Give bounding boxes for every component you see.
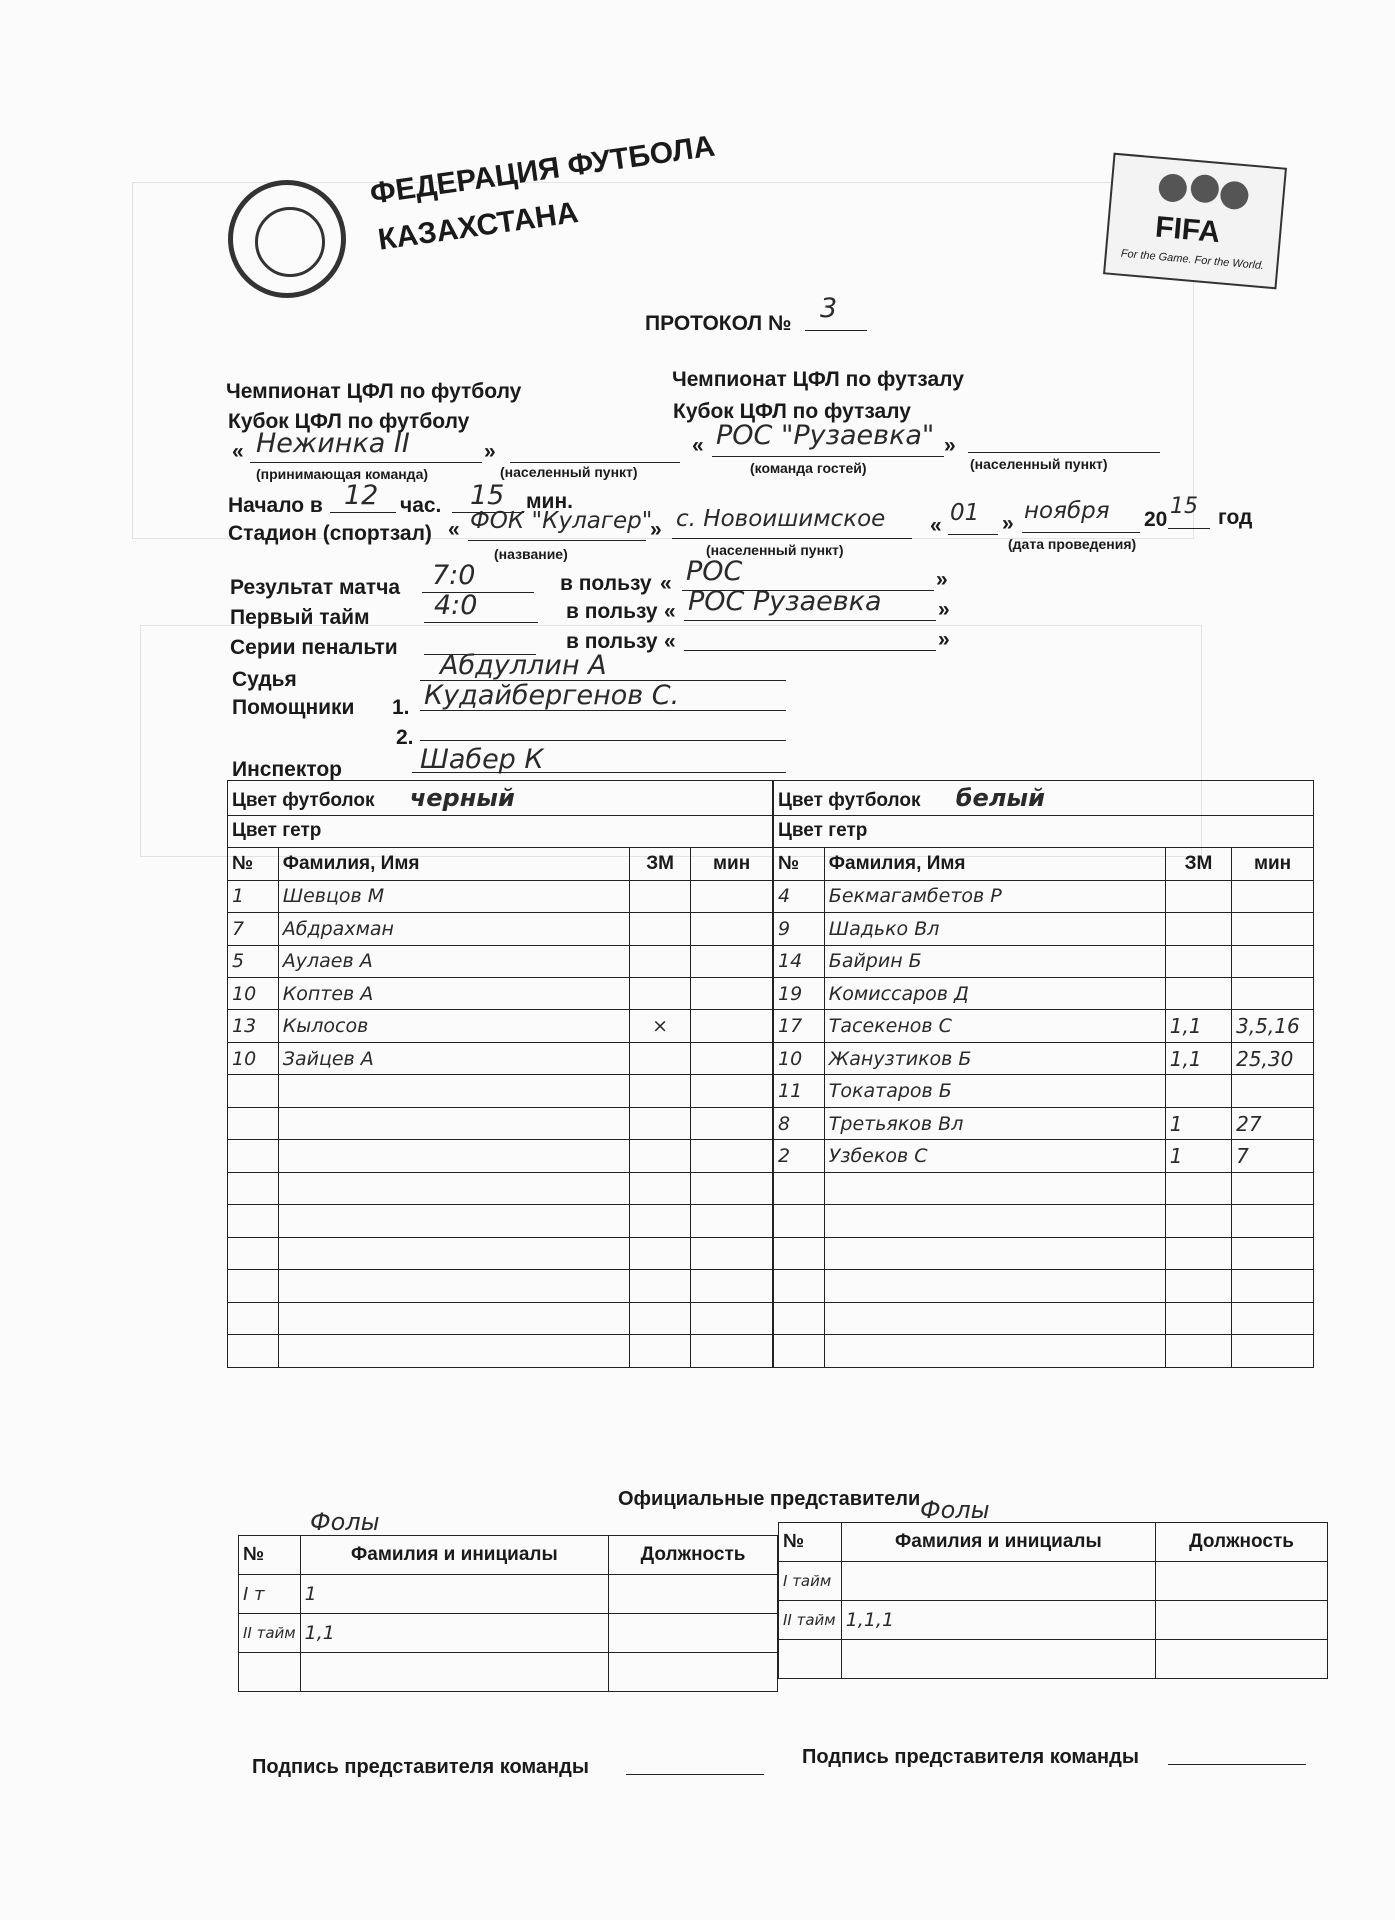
col-zm: ЗМ	[1165, 848, 1231, 880]
stadium-settlement: с. Новоишимское	[676, 506, 886, 532]
representatives-table-right	[778, 1522, 1328, 1679]
referee-label: Судья	[232, 668, 297, 691]
table-row: 10 Зайцев А	[228, 1042, 773, 1074]
left-fouls-note: Фолы	[310, 1508, 380, 1536]
table-row: 2 Узбеков С 1 7	[774, 1140, 1314, 1172]
lineup-table-home	[227, 780, 773, 1368]
start-minute: 15	[470, 480, 505, 511]
protocol-number: 3	[820, 293, 838, 324]
lineup-table-away	[773, 780, 1314, 1368]
match-in-favor-label: в пользу	[560, 572, 652, 595]
table-row: 14 Байрин Б	[774, 945, 1314, 977]
table-row: II тайм 1,1,1	[779, 1601, 1328, 1640]
table-row: 10 Жанузтиков Б 1,1 25,30	[774, 1042, 1314, 1074]
table-row: 5 Аулаев А	[228, 945, 773, 977]
match-result-label: Результат матча	[230, 576, 401, 599]
date-label: (дата проведения)	[1008, 536, 1137, 552]
col-name: Фамилия, Имя	[278, 848, 629, 880]
assistant1-num: 1.	[392, 696, 410, 719]
home-team-value: Нежинка II	[256, 428, 410, 459]
assistant1-name: Кудайбергенов С.	[424, 680, 680, 711]
away-shirt-label: Цвет футболок	[778, 789, 921, 811]
inspector-label: Инспектор	[232, 758, 342, 781]
referee-name: Абдуллин А	[440, 650, 607, 681]
away-city-label: (населенный пункт)	[970, 456, 1108, 472]
table-row: 9 Шадько Вл	[774, 913, 1314, 945]
inspector-name: Шабер К	[420, 744, 544, 775]
table-row: 7 Абдрахман	[228, 913, 773, 945]
table-row: 1 Шевцов М	[228, 880, 773, 912]
federation-emblem-icon	[228, 180, 346, 298]
year-word: год	[1218, 506, 1253, 529]
first-half-score: 4:0	[434, 590, 478, 621]
competition-left1: Чемпионат ЦФЛ по футболу	[226, 380, 522, 403]
minute-label: мин.	[526, 490, 573, 513]
fifa-slogan: For the Game. For the World.	[1120, 247, 1265, 273]
competition-right2: Кубок ЦФЛ по футзалу	[673, 400, 911, 423]
signature-right-label: Подпись представителя команды	[802, 1746, 1139, 1768]
table-row: 4 Бекмагамбетов Р	[774, 880, 1314, 912]
federation-title-line2: КАЗАХСТАНА	[376, 195, 581, 257]
first-half-label: Первый тайм	[230, 606, 370, 629]
home-shirt-color: черный	[409, 783, 515, 812]
col-no: №	[774, 848, 825, 880]
match-day: 01	[950, 500, 980, 526]
penalty-in-favor-label: в пользу	[566, 630, 658, 653]
fifa-logo	[1103, 153, 1287, 290]
signature-left-label: Подпись представителя команды	[252, 1756, 589, 1778]
home-shirt-label: Цвет футболок	[232, 789, 375, 811]
table-row: 17 Тасекенов С 1,1 3,5,16	[774, 1010, 1314, 1042]
table-row: 10 Коптев А	[228, 978, 773, 1010]
stadium-name-label: (название)	[494, 546, 568, 562]
rep-col-name: Фамилия и инициалы	[300, 1536, 609, 1575]
table-row: 8 Третьяков Вл 1 27	[774, 1107, 1314, 1139]
away-team-label: (команда гостей)	[750, 460, 867, 476]
protocol-page: ФЕДЕРАЦИЯ ФУТБОЛА КАЗАХСТАНА FIFA For the Game. For the World. ПРОТОКОЛ № 3 Чемпионат ЦФЛ по футболу Кубок ЦФЛ по футболу Чемпионат ЦФЛ по футзалу Кубок ЦФЛ по футзалу « Нежинка II » « РОС "Рузаевка" » (принимающая команда) (населенный пункт) (команда гостей) (населенный пункт) Начало в 12 час. 15 мин. Стадион (спортзал) « ФОК "Кулагер" » с. Новоишимское « 01 » ноября 20 15 год (название) (населенный пункт) (дата проведения) Результат матча 7:0 в пользу « РОС » Первый тайм 4:0 в пользу « РОС Рузаевка » Серии пенальти в пользу « » Судья Абдуллин А Помощники 1. Кудайбергенов С. 2. Инспектор Шабер К Цвет футболок черный Цвет гетр № Фамилия, Имя ЗМ мин 1 Шевцов М 7 Абдрахман 5 Аулаев А 10 Коптев А 13 Кылосов × 10 Зайцев А Цвет футболок белый Цвет гетр № Фамилия, Имя ЗМ мин 4 Бекмагамбетов Р 9 Шадько Вл 14 Байрин Б 19 Комиссаров Д 17 Тасекенов С 1,1 3,5,16 10 Жанузтиков Б 1,1 25,30 11 Токатаров Б 8 Третьяков Вл 1 27 2 Узбеков С 1 7 Официальные представители Фолы Фолы № Фамилия и инициалы Должность I т 1 II тайм 1,1 № Фамилия и инициалы Должность I тайм II тайм 1,1,1 Подпись представителя команды Подпись представителя команды	[0, 0, 1395, 1920]
year-suffix: 15	[1170, 494, 1198, 519]
match-month: ноября	[1024, 498, 1110, 524]
year-prefix: 20	[1144, 508, 1168, 531]
rep-col-position: Должность	[1156, 1523, 1328, 1562]
first-half-in-favor-label: в пользу	[566, 600, 658, 623]
home-socks-label: Цвет гетр	[232, 820, 322, 842]
federation-title-line1: ФЕДЕРАЦИЯ ФУТБОЛА	[368, 129, 717, 211]
competition-left2: Кубок ЦФЛ по футболу	[228, 410, 470, 433]
assistants-label: Помощники	[232, 696, 355, 719]
stadium-label: Стадион (спортзал)	[228, 522, 432, 545]
table-row: 19 Комиссаров Д	[774, 978, 1314, 1010]
col-no: №	[228, 848, 279, 880]
penalty-label: Серии пенальти	[230, 636, 398, 659]
representatives-table-left	[238, 1535, 778, 1692]
start-hour: 12	[344, 480, 379, 511]
col-min: мин	[691, 848, 773, 880]
fifa-logo-text: FIFA	[1153, 210, 1222, 250]
col-zm: ЗМ	[630, 848, 691, 880]
start-label: Начало в	[228, 494, 323, 517]
table-row: II тайм 1,1	[239, 1614, 778, 1653]
rep-col-name: Фамилия и инициалы	[841, 1523, 1155, 1562]
home-team-label: (принимающая команда)	[256, 466, 429, 482]
stadium-name: ФОК "Кулагер"	[470, 508, 653, 534]
hour-label: час.	[400, 494, 442, 517]
assistant2-num: 2.	[396, 726, 414, 749]
away-socks-label: Цвет гетр	[778, 820, 868, 842]
match-result-score: 7:0	[432, 560, 476, 591]
table-row: I тайм	[779, 1562, 1328, 1601]
rep-col-no: №	[779, 1523, 842, 1562]
rep-col-no: №	[239, 1536, 301, 1575]
table-row: 13 Кылосов ×	[228, 1010, 773, 1042]
representatives-title: Официальные представители	[618, 1488, 921, 1510]
table-row: 11 Токатаров Б	[774, 1075, 1314, 1107]
away-team-value: РОС "Рузаевка"	[716, 420, 935, 451]
table-row: I т 1	[239, 1575, 778, 1614]
competition-right1: Чемпионат ЦФЛ по футзалу	[672, 368, 964, 391]
col-name: Фамилия, Имя	[824, 848, 1165, 880]
col-min: мин	[1232, 848, 1314, 880]
right-fouls-note: Фолы	[920, 1496, 990, 1524]
rep-col-position: Должность	[609, 1536, 778, 1575]
away-shirt-color: белый	[955, 783, 1045, 812]
first-half-in-favor: РОС Рузаевка	[688, 586, 882, 617]
home-city-label: (населенный пункт)	[500, 464, 638, 480]
stadium-settlement-label: (населенный пункт)	[706, 542, 844, 558]
match-in-favor: РОС	[686, 556, 743, 587]
protocol-label: ПРОТОКОЛ №	[645, 312, 792, 335]
